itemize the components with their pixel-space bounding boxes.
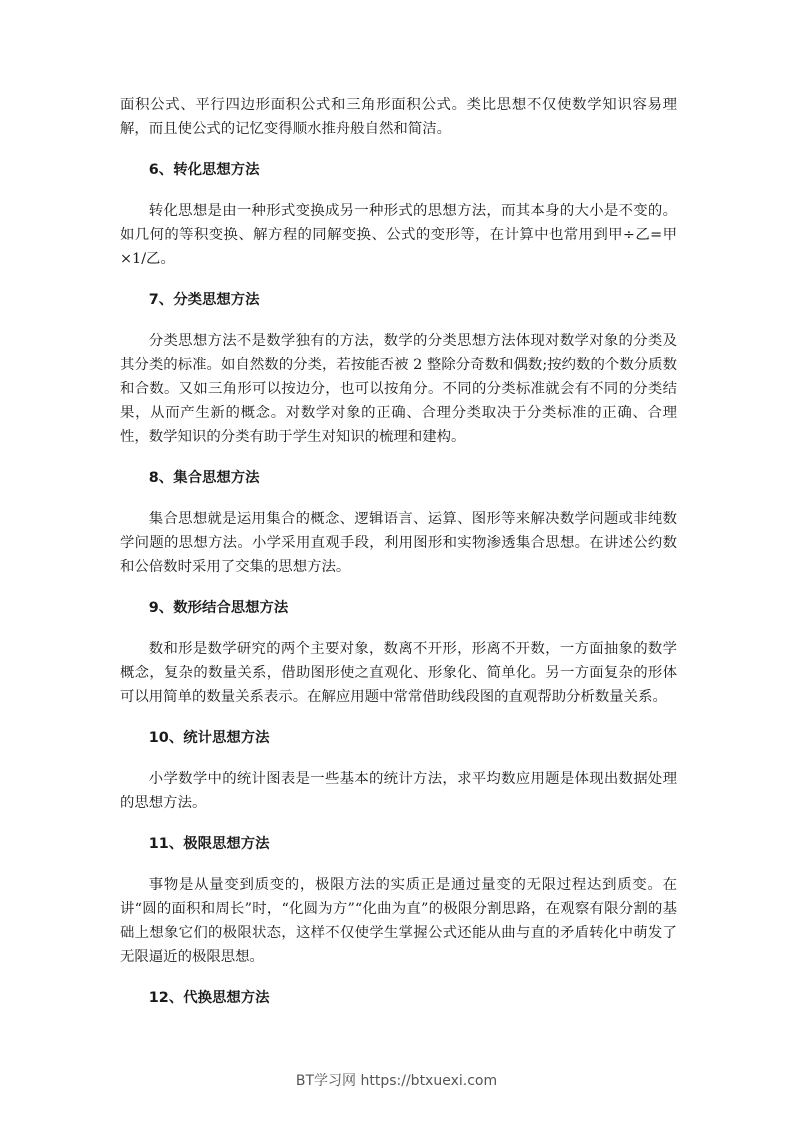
section-heading-8: 8、集合思想方法 (148, 470, 260, 486)
section-body-8: 集合思想就是运用集合的概念、逻辑语言、运算、图形等来解决数学问题或非纯数学问题的思想方法。小学采用直观手段，利用图形和实物渗透集合思想。在讲述公约数和公倍数时采用了交集的思想方法。 (120, 511, 677, 575)
section-body-9: 数和形是数学研究的两个主要对象，数离不开形，形离不开数，一方面抽象的数学概念，复杂的数量关系，借助图形使之直观化、形象化、简单化。另一方面复杂的形体可以用简单的数量关系表示。在解应用题中常常借助线段图的直观帮助分析数量关系。 (120, 641, 677, 705)
section-body-6: 转化思想是由一种形式变换成另一种形式的思想方法，而其本身的大小是不变的。如几何的等积变换、解方程的同解变换、公式的变形等，在计算中也常用到甲÷乙=甲×1/乙。 (120, 203, 677, 267)
footer-watermark-link[interactable]: BT学习网 https://btxuexi.com (295, 1073, 498, 1089)
intro-paragraph: 面积公式、平行四边形面积公式和三角形面积公式。类比思想不仅使数学知识容易理解，而且使公式的记忆变得顺水推舟般自然和简洁。 (120, 97, 677, 137)
section-body-10: 小学数学中的统计图表是一些基本的统计方法，求平均数应用题是体现出数据处理的思想方法。 (120, 771, 677, 811)
section-heading-11: 11、极限思想方法 (148, 836, 270, 852)
section-heading-9: 9、数形结合思想方法 (148, 600, 289, 616)
document-content (120, 93, 677, 1027)
section-body-11: 事物是从量变到质变的，极限方法的实质正是通过量变的无限过程达到质变。在讲“圆的面积和周长”时，“化圆为方”“化曲为直”的极限分割思路，在观察有限分割的基础上想象它们的极限状态，这样不仅使学生掌握公式还能从曲与直的矛盾转化中萌发了无限逼近的极限思想。 (120, 877, 677, 965)
section-heading-10: 10、统计思想方法 (148, 730, 270, 746)
section-heading-6: 6、转化思想方法 (148, 162, 260, 178)
section-heading-7: 7、分类思想方法 (148, 292, 260, 308)
section-body-7: 分类思想方法不是数学独有的方法，数学的分类思想方法体现对数学对象的分类及其分类的标准。如自然数的分类，若按能否被 2 整除分奇数和偶数;按约数的个数分质数和合数。又如三角形可以按边分，也可以按角分。不同的分类标准就会有不同的分类结果，从而产生新的概念。对数学对象的正确、合理分类取决于分类标准的正确、合理性，数学知识的分类有助于学生对知识的梳理和建构。 (120, 333, 677, 445)
section-heading-12: 12、代换思想方法 (148, 990, 270, 1006)
